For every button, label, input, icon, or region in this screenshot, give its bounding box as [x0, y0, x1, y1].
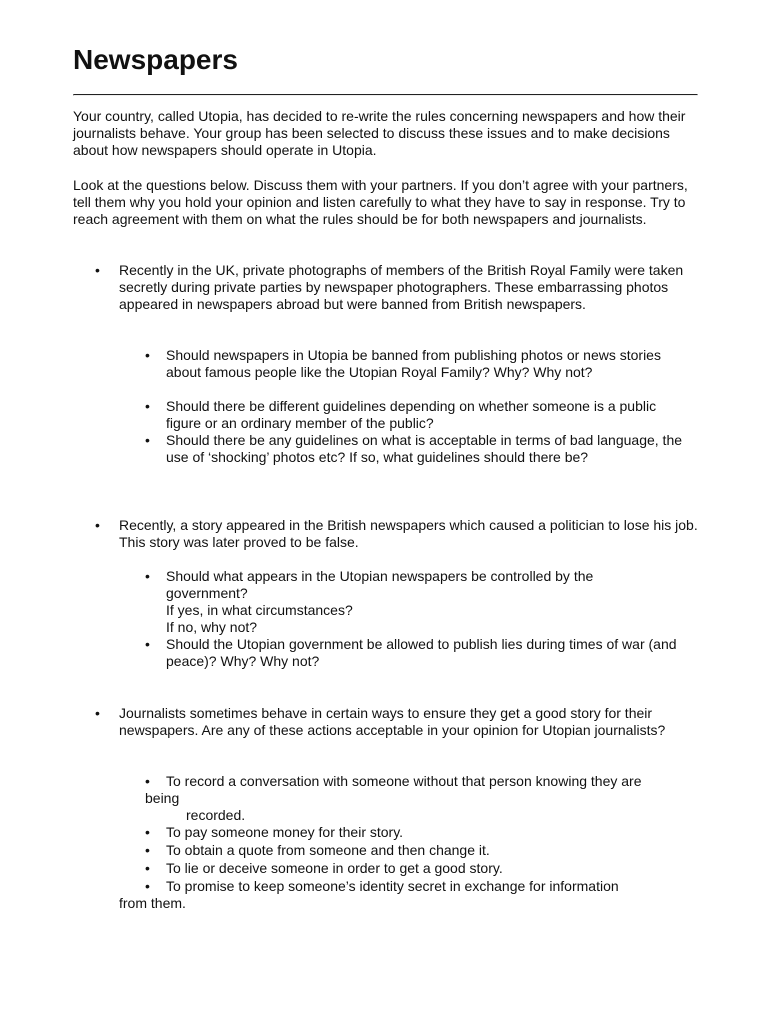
- action-text: To lie or deceive someone in order to get a good story.: [166, 860, 503, 876]
- question-text: Should there be different guidelines depending on whether someone is a public figure or an ordinary member of the public?: [166, 398, 657, 431]
- intro-paragraph-2: Look at the questions below. Discuss them with your partners. If you don’t agree with your partners, tell them why you hold your opinion and listen carefully to what they have to say in response. Try to reach agreement with them on what the rules should be for both newspapers and journalists.: [73, 177, 688, 227]
- bullet-icon: •: [95, 262, 100, 278]
- intro-paragraph-1: Your country, called Utopia, has decided to re-write the rules concerning newspapers and how their journalists behave. Your group has been selected to discuss these issues and to make decisions about how newspapers should operate in Utopia.: [73, 108, 686, 158]
- bullet-icon: •: [145, 347, 150, 363]
- bullet-icon: •: [145, 773, 150, 789]
- bullet-icon: •: [145, 568, 150, 584]
- bullet-icon: •: [145, 636, 150, 652]
- title-divider: [73, 94, 698, 96]
- page-title: Newspapers: [73, 44, 238, 75]
- action-text: To promise to keep someone’s identity secret in exchange for information: [166, 878, 619, 894]
- bullet-icon: •: [145, 432, 150, 448]
- question-text: Should there be any guidelines on what is acceptable in terms of bad language, the use of ‘shocking’ photos etc? If so, what guidelines should there be?: [166, 432, 683, 465]
- question-text: If no, why not?: [166, 619, 258, 635]
- bullet-icon: •: [145, 860, 150, 876]
- action-text: To pay someone money for their story.: [166, 824, 404, 840]
- question-text: government?: [166, 585, 248, 601]
- bullet-icon: •: [145, 824, 150, 840]
- question-text: Should newspapers in Utopia be banned from publishing photos or news stories about famous people like the Utopian Royal Family? Why? Why not?: [166, 347, 661, 380]
- action-text: To obtain a quote from someone and then change it.: [166, 842, 490, 858]
- bullet-icon: •: [145, 842, 150, 858]
- section-1-text: Recently in the UK, private photographs of members of the British Royal Family were taken secretly during private parties by newspaper photographers. These embarrassing photos appeared in newspapers abroad but were banned from British newspapers.: [119, 262, 684, 312]
- action-text: from them.: [119, 895, 186, 911]
- action-text: being: [145, 790, 180, 806]
- section-2-text: Recently, a story appeared in the British newspapers which caused a politician to lose his job. This story was later proved to be false.: [119, 517, 698, 550]
- bullet-icon: •: [145, 878, 150, 894]
- question-text: If yes, in what circumstances?: [166, 602, 353, 618]
- question-text: Should the Utopian government be allowed to publish lies during times of war (and peace)? Why? Why not?: [166, 636, 677, 669]
- section-3-text: Journalists sometimes behave in certain ways to ensure they get a good story for their newspapers. Are any of these actions acceptable in your opinion for Utopian journalists?: [119, 705, 666, 738]
- bullet-icon: •: [95, 705, 100, 721]
- bullet-icon: •: [95, 517, 100, 533]
- action-text: recorded.: [186, 807, 246, 823]
- bullet-icon: •: [145, 398, 150, 414]
- question-text: Should what appears in the Utopian newspapers be controlled by the: [166, 568, 594, 584]
- action-text: To record a conversation with someone without that person knowing they are: [166, 773, 642, 789]
